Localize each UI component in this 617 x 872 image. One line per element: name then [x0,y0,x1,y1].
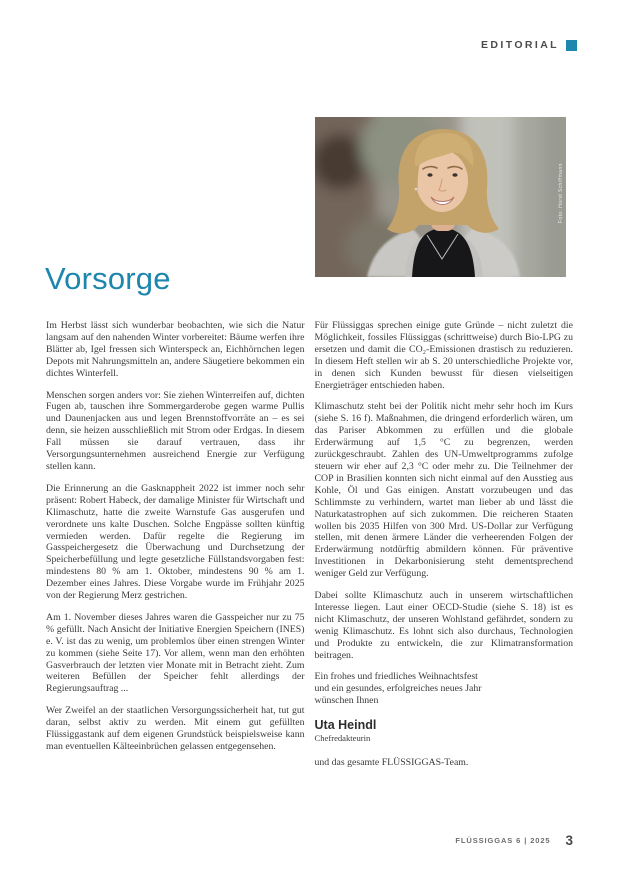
author-name: Uta Heindl [314,718,377,733]
team-line: und das gesamte FLÜSSIGGAS-Team. [314,757,469,769]
closing-line: Ein frohes und friedliches Weihnachtsfest [314,671,478,683]
right-column [315,320,574,769]
portrait-illustration [315,117,566,277]
paragraph: Dabei sollte Klimaschutz auch in unserem wirtschaftlichen Interesse liegen. Laut einer OECD-Studie (siehe S. 18) ist es nicht Klimaschutz, der unseren Wohlstand gefährdet, sondern zu wenig Klimaschutz. Es lohnt sich also durchaus, Technologien und Produkte zu entwickeln, die zur Klimatransformation beitragen. [314,590,573,661]
article-body [46,320,573,769]
closing-line: und ein gesundes, erfolgreiches neues Jahr [314,683,482,695]
paragraph: Die Erinnerung an die Gasknappheit 2022 ist immer noch sehr präsent: Robert Habeck, der damalige Minister für Wirtschaft und Klimaschutz, hatte die zweite Warnstufe Gas ausgerufen und verordnete uns kalte Duschen. Solche Engpässe sollten künftig vermieden werden. Dafür regelte die Regierung im Gasspeichergesetz die Überwachung und Durchsetzung der Speicherbefüllung und legte gesetzliche Füllstandsvorgaben fest: mindestens 80 % am 1. Oktober, mindestens 90 % am 1. Dezember eines Jahres. Diese Vorgabe wurde im Frühjahr 2025 von der Regierung Merz gestrichen. [46,482,305,602]
paragraph: Für Flüssiggas sprechen einige gute Gründe – nicht zuletzt die Möglichkeit, fossiles Flüssiggas (schrittweise) durch Bio-LPG zu ersetzen und damit die CO₂-Emissionen drastisch zu reduzieren. In diesem Heft stellen wir ab S. 20 unterschiedliche Projekte vor, in denen sich Kunden bewusst für diesen vielseitigen Energieträger entschieden haben. [314,320,573,391]
accent-square-icon [566,40,577,51]
left-column [46,320,305,769]
signature-block [315,718,574,769]
page-number: 3 [565,833,573,848]
page-header [481,39,577,51]
paragraph: Am 1. November dieses Jahres waren die Gasspeicher nur zu 75 % gefüllt. Nach Ansicht der Initiative Energien Speichern (INES) e. V. ist das zu wenig, um problemlos über einen strengen Winter zu kommen (siehe Seite 17). Vor allem, wenn man den erhöhten Gasverbrauch der letzten vier Monate mit in Betracht zieht. Zum weiteren Befüllen der Speicher fehlt allerdings der Regierungsauftrag ... [46,611,305,695]
paragraph: Wer Zweifel an der staatlichen Versorgungssicherheit hat, tut gut daran, selbst aktiv zu werden. Mit einem gut gefüllten Flüssiggastank auf dem eigenen Grundstück beispielsweise kann man eventuellen Kälteeinbrüchen gelassen entgegensehen. [46,705,305,752]
closing-line: wünschen Ihnen [314,695,379,707]
magazine-issue-label: FLÜSSIGGAS 6 | 2025 [455,836,551,845]
editor-portrait-photo [315,117,566,277]
editorial-label: EDITORIAL [481,39,559,51]
closing-greeting [315,671,574,707]
photo-credit: Foto: Horst Schiffmann [558,163,564,223]
paragraph: Klimaschutz steht bei der Politik nicht mehr sehr hoch im Kurs (siehe S. 16 f). Maßnahmen, die dringend erforderlich wären, um das Pariser Abkommen zu erfüllen und die globale Erderwärmung auf 1,5 °C zu begrenzen, werden zurückgeschraubt. Zahlen des UN-Umweltprogramms zufolge steuern wir eher auf 2,3 °C oder mehr zu. Die Teilnehmer der COP in Brasilien konnten sich nicht einmal auf den Ausstieg aus Kohle, Öl und Gas einigen. Anstatt vorzubeugen und das Schlimmste zu verhindern, wartet man lieber ab und lässt die Naturkatastrophen auf sich zukommen. Die reicheren Staaten wollen bis 2035 Hilfen von 300 Mrd. US-Dollar zur Verfügung stellen, mit denen ärmere Länder die verheerenden Folgen der Erderwärmung notdürftig abmildern können. Für präventive Investitionen in Dekarbonisierung steht dementsprechend weniger Geld zur Verfügung. [314,401,573,580]
author-role: Chefredakteurin [314,733,371,744]
page-title: Vorsorge [45,260,171,296]
page-footer [455,833,573,848]
paragraph: Im Herbst lässt sich wunderbar beobachten, wie sich die Natur langsam auf den nahenden Winter vorbereitet: Bäume werfen ihre Blätter ab, Igel fressen sich Winterspeck an, Eichhörnchen legen Depots mit Nahrungsmitteln an, andere Säugetiere bekommen ein dichtes Winterfell. [46,320,305,379]
paragraph: Menschen sorgen anders vor: Sie ziehen Winterreifen auf, dichten Fugen ab, tauschen ihre Sommergarderobe gegen warme Pullis und Daunenjacken aus und legen Brennstoffvorräte an – es sei denn, sie heizen ausschließlich mit Strom oder Erdgas. In diesem Fall müssen sie darauf vertrauen, dass ihr Versorgungsunternehmen ausreichend Energie zur Verfügung stellen kann. [46,389,305,472]
